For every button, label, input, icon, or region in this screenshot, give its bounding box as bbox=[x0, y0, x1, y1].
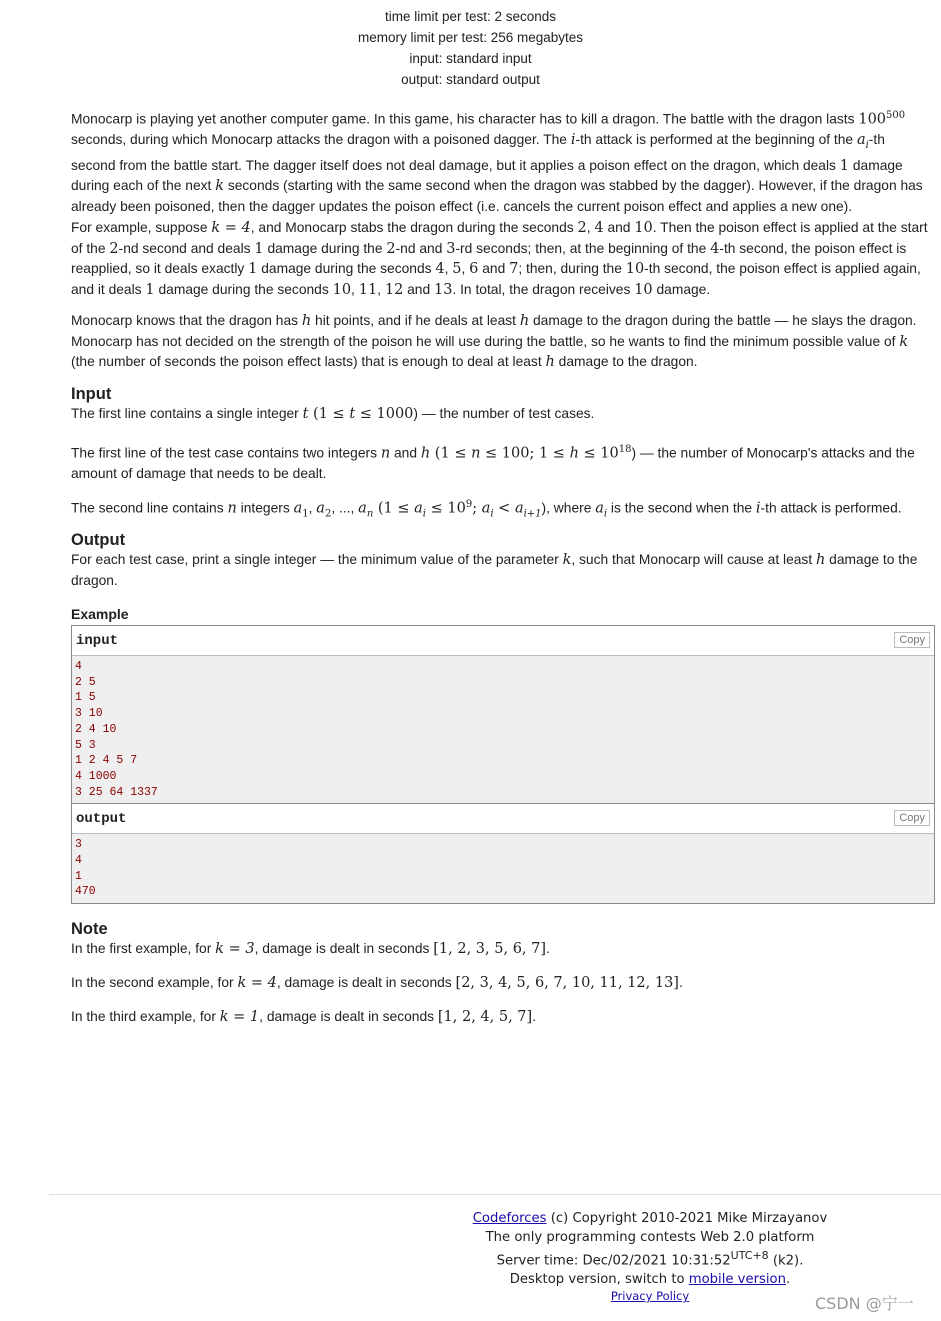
input-line: 1 5 bbox=[75, 691, 96, 705]
memory-limit: memory limit per test: 256 megabytes bbox=[357, 30, 584, 45]
input-type: input: standard input bbox=[409, 51, 532, 66]
example-title: Example bbox=[71, 606, 129, 622]
note-paragraph-1: In the first example, for k = 3, damage is dealt in seconds [1, 2, 3, 5, 6, 7]. bbox=[71, 941, 550, 957]
mobile-version-link[interactable]: mobile version bbox=[688, 1271, 786, 1287]
output-section-title: Output bbox=[71, 531, 126, 549]
input-paragraph-1: The first line contains a single integer t (1 ≤ t ≤ 1000) — the number of test cases. bbox=[71, 406, 595, 422]
copy-output-button[interactable]: Copy bbox=[894, 810, 930, 826]
time-limit: time limit per test: 2 seconds bbox=[384, 9, 557, 24]
note-paragraph-3: In the third example, for k = 1, damage is dealt in seconds [1, 2, 4, 5, 7]. bbox=[71, 1009, 537, 1025]
input-line: 3 10 bbox=[75, 707, 103, 721]
example-input-label: input bbox=[76, 633, 119, 649]
footer-server-time: Server time: Dec/02/2021 $10:31:52^{UTC+8}$ (k2). bbox=[496, 1249, 804, 1269]
input-line: 5 3 bbox=[75, 738, 96, 752]
example-output-label: output bbox=[76, 811, 127, 828]
statement-paragraph-2: For example, suppose k = 4, and Monocarp stabs the dragon during the seconds 2, 4 and 10. Then the poison effect is applied at the start of the 2-nd second and deals 1 damage during the 2-nd and 3-rd seconds; then, at the beginning of the 4-th second, the poison effect is reapplied, so it deals exactly 1 damage during the seconds 4, 5, 6 and 7; then, during the 10-th second, the poison effect is applied again, and it deals 1 damage during the seconds 10, 11, 12 and 13. In total, the dragon receives 10 damage. bbox=[71, 220, 928, 298]
input-line: 2 4 10 bbox=[75, 722, 117, 736]
input-line: 1 2 4 5 7 bbox=[75, 754, 138, 768]
footer bbox=[440, 1210, 860, 1303]
csdn-watermark: CSDN @宁一 bbox=[815, 1294, 914, 1313]
output-line: 1 bbox=[75, 869, 82, 883]
input-line: 2 5 bbox=[75, 675, 96, 689]
copy-input-button[interactable]: Copy bbox=[894, 632, 930, 648]
input-section-title: Input bbox=[71, 385, 112, 403]
input-line: 3 25 64 1337 bbox=[75, 785, 158, 799]
input-paragraph-2: The first line of the test case contains two integers n and h (1 ≤ n ≤ 100; $1 \le h \le 10^{18}$) — the number of Monocarp's attacks and the amount of damage that needs to be dealt. bbox=[71, 444, 915, 482]
note-title: Note bbox=[71, 920, 108, 938]
input-line: 4 bbox=[75, 660, 82, 673]
output-type: output: standard output bbox=[401, 72, 540, 87]
output-line: 470 bbox=[75, 885, 96, 899]
footer-desktop-version: Desktop version, switch to mobile version. bbox=[509, 1271, 791, 1287]
output-line: 3 bbox=[75, 838, 82, 852]
statement-paragraph-1: Monocarp is playing yet another computer game. In this game, his character has to kill a dragon. The battle with the dragon lasts $100^{500}$ seconds, during which Monocarp attacks the dragon with a poisoned dagger. The i-th attack is performed at the beginning of the $a_i-th$ second from the battle start. The dagger itself does not deal damage, but it applies a poison effect on the dragon, which deals 1 damage during each of the next k seconds (starting with the same second when the dragon was stabbed by the dagger). However, if the dragon has already been poisoned, then the dagger updates the poison effect (i.e. cancels the current poison effect and applies a new one). bbox=[71, 110, 923, 214]
codeforces-link[interactable]: Codeforces bbox=[472, 1211, 547, 1226]
statement-paragraph-3: Monocarp knows that the dragon has h hit points, and if he deals at least h damage to the dragon during the battle — he slays the dragon. Monocarp has not decided on the strength of the poison he will use during the battle, so he wants to find the minimum possible value of k (the number of seconds the poison effect lasts) that is enough to deal at least h damage to the dragon. bbox=[71, 313, 917, 371]
example-input-header bbox=[72, 626, 934, 656]
note-paragraph-2: In the second example, for k = 4, damage is dealt in seconds [2, 3, 4, 5, 6, 7, 10, 11, 12, 13]. bbox=[71, 975, 683, 991]
example-output-content bbox=[72, 834, 934, 903]
footer-copyright: Codeforces (c) Copyright 2010-2021 Mike Mirzayanov bbox=[472, 1211, 828, 1226]
example-output-header bbox=[72, 803, 934, 834]
privacy-policy-link[interactable]: Privacy Policy bbox=[610, 1289, 690, 1304]
footer-tagline: The only programming contests Web 2.0 platform bbox=[485, 1229, 815, 1245]
example-input-box bbox=[71, 625, 935, 904]
output-line: 4 bbox=[75, 854, 82, 868]
input-line: 4 1000 bbox=[75, 769, 117, 783]
example-input-content bbox=[72, 656, 934, 803]
footer-divider bbox=[49, 1194, 941, 1195]
input-paragraph-3: The second line contains n integers $a_1$, $a_2$, ..., $a_n$ ($1 \le a_i \le 10^9$; $a_i < a_{i+1}$), where $a_i$ is the second when the i-th attack is performed. bbox=[71, 499, 902, 520]
output-paragraph-1: For each test case, print a single integer — the minimum value of the parameter k, such that Monocarp will cause at least h damage to the dragon. bbox=[71, 552, 918, 588]
